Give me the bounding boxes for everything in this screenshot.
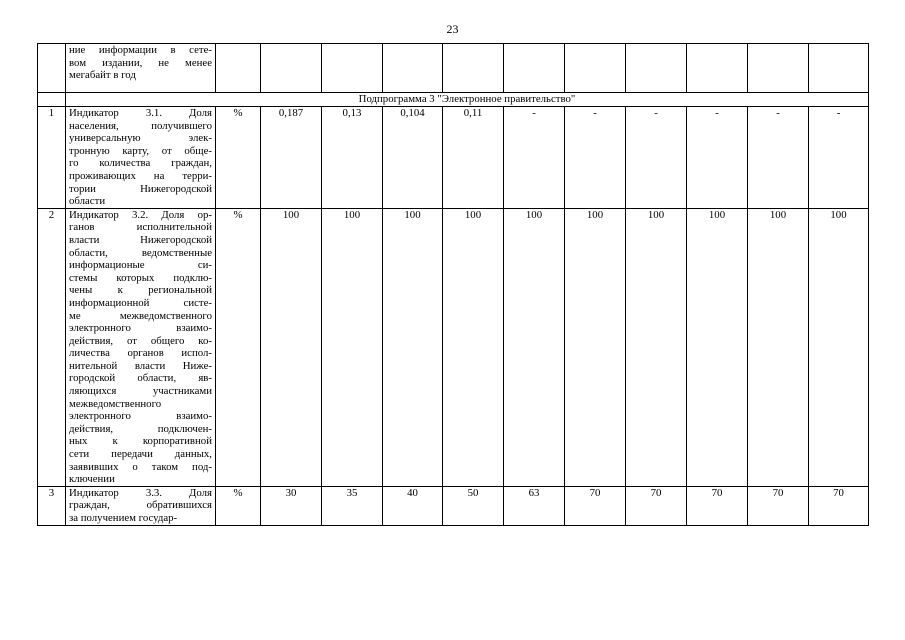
unit-cell [216, 44, 261, 93]
indicator-text-line: проживающих на терри- [69, 169, 212, 182]
indicator-text-line: го количества граждан, [69, 157, 212, 170]
subprogram-row [38, 93, 869, 107]
row-number: 2 [38, 208, 66, 486]
indicator-text-line: за получением государ- [69, 512, 178, 524]
indicator-text-line: области [69, 195, 106, 208]
indicator-name-cell [66, 208, 216, 486]
value-cell: 63 [504, 486, 565, 525]
value-cell [687, 44, 748, 93]
table-row-continued [38, 44, 869, 93]
value-cell: 100 [809, 208, 869, 486]
indicator-text-line: тории Нижегородской [69, 182, 212, 195]
value-cell [261, 44, 322, 93]
indicator-text-line: сети передачи данных, [69, 448, 212, 461]
indicator-text-line: вом издании, не менее [69, 56, 212, 69]
indicator-text-line: чены к региональной [69, 284, 212, 297]
value-cell [565, 44, 626, 93]
value-cell: 70 [565, 486, 626, 525]
indicator-text-line: ме межведомственного [69, 309, 212, 322]
indicator-text-line: ных к корпоративной [69, 435, 212, 448]
value-cell: 100 [626, 208, 687, 486]
indicator-text-line: информационной систе- [69, 296, 212, 309]
value-cell: 30 [261, 486, 322, 525]
value-cell: 50 [443, 486, 504, 525]
indicator-text-line: Индикатор 3.1. Доля [69, 107, 212, 119]
indicator-name-cell [66, 486, 216, 525]
table-row [38, 107, 869, 209]
value-cell: 40 [383, 486, 443, 525]
indicator-text-line: электронного взаимо- [69, 410, 212, 423]
indicator-text-line: граждан, обратившихся [69, 499, 212, 512]
indicator-text-line: власти Нижегородской [69, 233, 212, 246]
value-cell: 100 [443, 208, 504, 486]
table-row [38, 208, 869, 486]
unit-cell: % [216, 107, 261, 209]
value-cell: 70 [809, 486, 869, 525]
indicator-text-line: личества органов испол- [69, 347, 212, 360]
value-cell: 100 [565, 208, 626, 486]
value-cell [383, 44, 443, 93]
value-cell: - [565, 107, 626, 209]
value-cell: 100 [687, 208, 748, 486]
indicator-text-line: ляющихся участниками [69, 385, 212, 398]
value-cell: 0,13 [322, 107, 383, 209]
indicator-text-line: информационые си- [69, 259, 212, 272]
indicator-text-line: электронного взаимо- [69, 322, 212, 335]
indicator-name-cell [66, 44, 216, 93]
value-cell: 100 [322, 208, 383, 486]
value-cell: - [748, 107, 809, 209]
value-cell [443, 44, 504, 93]
value-cell: 100 [504, 208, 565, 486]
indicator-text-line: межведомственного [69, 397, 162, 410]
row-number: 3 [38, 486, 66, 525]
value-cell: 70 [748, 486, 809, 525]
page-number: 23 [446, 22, 459, 36]
value-cell [809, 44, 869, 93]
subprogram-title: Подпрограмма 3 "Электронное правительство" [66, 93, 869, 107]
indicator-text-line: городской области, яв- [69, 372, 212, 385]
value-cell [626, 44, 687, 93]
value-cell: 100 [383, 208, 443, 486]
value-cell: 0,11 [443, 107, 504, 209]
row-number: 1 [38, 107, 66, 209]
indicator-text-line: универсальную элек- [69, 132, 212, 145]
value-cell: 70 [687, 486, 748, 525]
indicator-text-line: ние информации в сете- [69, 44, 212, 56]
value-cell: 100 [748, 208, 809, 486]
indicator-text-line: тронную карту, от обще- [69, 144, 212, 157]
unit-cell: % [216, 486, 261, 525]
indicator-text-line: Индикатор 3.2. Доля ор- [69, 208, 212, 221]
value-cell: 100 [261, 208, 322, 486]
value-cell: 0,104 [383, 107, 443, 209]
indicator-text-line: действия, от общего ко- [69, 334, 212, 347]
indicator-text-line: Индикатор 3.3. Доля [69, 486, 212, 499]
unit-cell: % [216, 208, 261, 486]
value-cell: 70 [626, 486, 687, 525]
indicator-text-line: ключении [69, 473, 115, 486]
value-cell: - [626, 107, 687, 209]
value-cell [322, 44, 383, 93]
value-cell: - [809, 107, 869, 209]
value-cell: - [504, 107, 565, 209]
indicator-text-line: населения, получившего [69, 119, 212, 132]
value-cell [504, 44, 565, 93]
indicator-name-cell [66, 107, 216, 209]
indicator-text-line: действия, подключен- [69, 422, 212, 435]
table-body [38, 44, 869, 526]
row-number-cell [38, 44, 66, 93]
indicator-text-line: нительной власти Ниже- [69, 359, 212, 372]
value-cell: - [687, 107, 748, 209]
indicator-text-line: области, ведомственные [69, 246, 212, 259]
value-cell: 35 [322, 486, 383, 525]
value-cell [748, 44, 809, 93]
indicator-text-line: заявивших о таком под- [69, 460, 212, 473]
indicator-text-line: ганов исполнительной [69, 221, 212, 234]
indicator-text-line: стемы которых подклю- [69, 271, 212, 284]
value-cell: 0,187 [261, 107, 322, 209]
indicator-text-line: мегабайт в год [69, 69, 136, 82]
table-row [38, 486, 869, 525]
indicators-table [37, 43, 869, 526]
row-number-cell [38, 93, 66, 107]
